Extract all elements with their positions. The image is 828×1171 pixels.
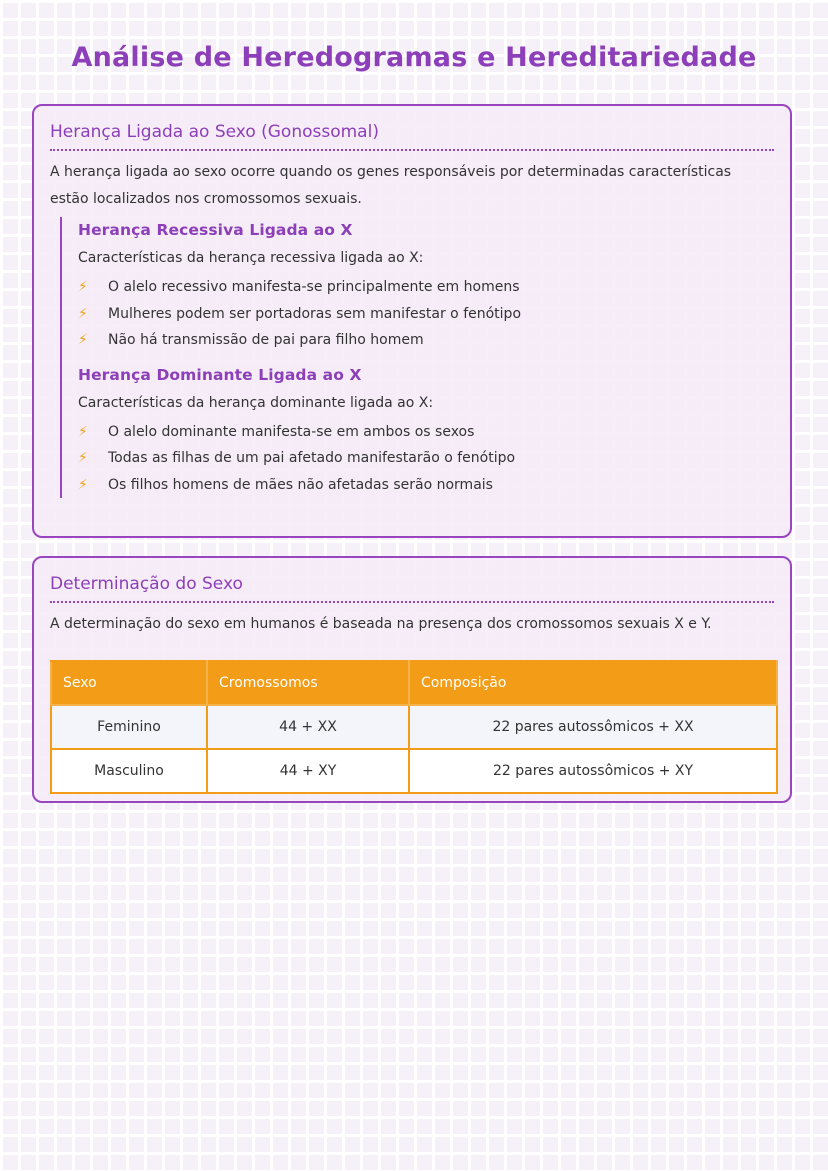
column-header-sexo: Sexo (51, 661, 207, 705)
sex-determination-card (32, 556, 792, 803)
list-item (78, 419, 774, 446)
sex-linked-inheritance-card (32, 104, 792, 538)
subsection-intro-recessive: Características da herança recessiva ligada ao X: (78, 250, 424, 266)
column-header-composicao: Composição (409, 661, 777, 705)
table-cell: 44 + XY (207, 749, 409, 793)
list-item (78, 274, 774, 301)
subsection-title-dominant: Herança Dominante Ligada ao X (78, 365, 362, 384)
section-title-sex-determination: Determinação do Sexo (50, 574, 774, 603)
section-intro-sex-determination: A determinação do sexo em humanos é baseada na presença dos cromossomos sexuais X e Y. (50, 616, 712, 632)
lightning-bolt-icon: ⚡ (78, 450, 88, 466)
table-cell: 44 + XX (207, 705, 409, 749)
table-cell: Masculino (51, 749, 207, 793)
lightning-bolt-icon: ⚡ (78, 476, 88, 493)
lightning-bolt-icon: ⚡ (78, 305, 88, 322)
list-item-text: Todas as filhas de um pai afetado manifestarão o fenótipo (108, 450, 516, 466)
table-row (51, 749, 777, 793)
column-header-cromossomos: Cromossomos (207, 661, 409, 705)
list-item-text: Mulheres podem ser portadoras sem manifestar o fenótipo (108, 305, 522, 322)
subsection-title-recessive: Herança Recessiva Ligada ao X (78, 221, 353, 239)
table-header-row (51, 661, 777, 705)
lightning-bolt-icon: ⚡ (78, 423, 88, 440)
list-item (78, 327, 774, 354)
subsection-recessive-x (60, 217, 774, 498)
list-item-text: O alelo recessivo manifesta-se principalmente em homens (108, 279, 520, 295)
table-cell: Feminino (51, 705, 207, 749)
subsection-intro-dominant: Características da herança dominante ligada ao X: (78, 394, 434, 411)
section-title-sex-linked: Herança Ligada ao Sexo (Gonossomal) (50, 122, 774, 151)
table-cell: 22 pares autossômicos + XY (409, 749, 777, 793)
table-cell: 22 pares autossômicos + XX (409, 705, 777, 749)
spacer (78, 354, 774, 362)
page-title: Análise de Heredogramas e Hereditariedade (71, 42, 757, 73)
list-item (78, 301, 774, 328)
list-item-text: O alelo dominante manifesta-se em ambos os sexos (108, 423, 475, 440)
list-item-text: Os filhos homens de mães não afetadas serão normais (108, 476, 493, 493)
lightning-bolt-icon: ⚡ (78, 279, 88, 295)
list-item-text: Não há transmissão de pai para filho homem (108, 332, 424, 348)
recessive-traits-list (78, 274, 774, 354)
list-item (78, 472, 774, 499)
sex-determination-table (50, 660, 778, 794)
table-row (51, 705, 777, 749)
list-item (78, 445, 774, 472)
section-intro-sex-linked: A herança ligada ao sexo ocorre quando os genes responsáveis por determinadas características estão localizados nos cromossomos sexuais. (50, 164, 732, 207)
dominant-traits-list (78, 419, 774, 499)
lightning-bolt-icon: ⚡ (78, 332, 88, 348)
